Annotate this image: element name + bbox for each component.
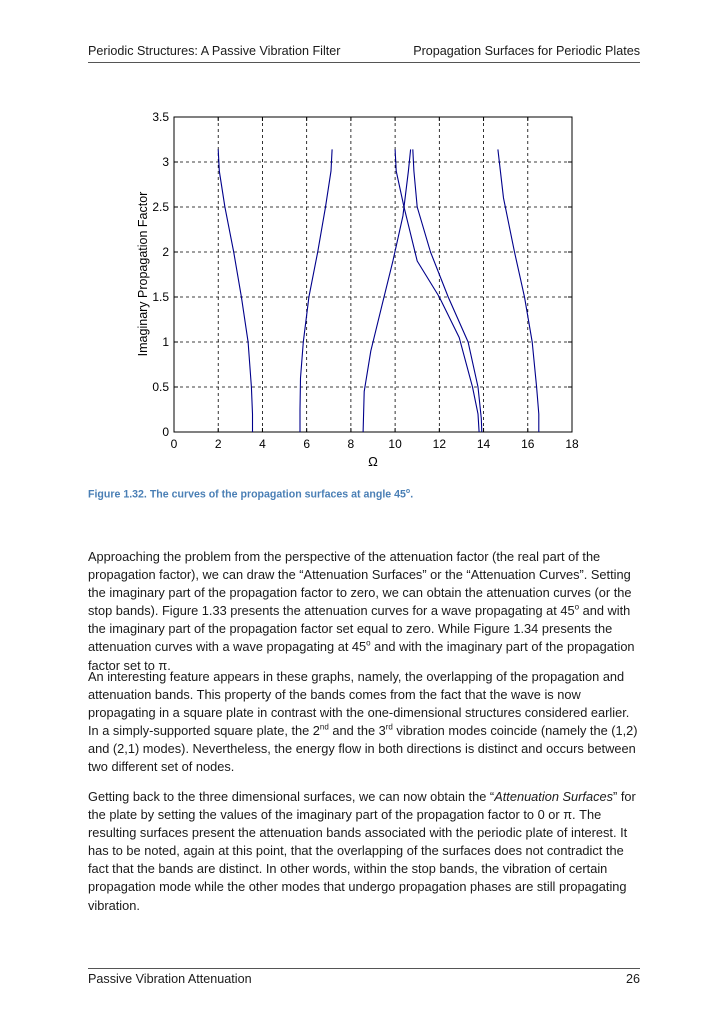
paragraph-3 [88, 788, 642, 915]
plot-frame [174, 117, 572, 432]
p1-text-b: and with the imaginary part of the propagation factor set equal to zero. While Figure 1.34 presents the attenuation curves with a wave propagating at 45 [88, 603, 631, 655]
x-tick-label: 14 [476, 437, 491, 451]
propagation-chart [88, 100, 640, 480]
y-tick-labels [152, 110, 169, 439]
x-tick-label: 16 [521, 437, 535, 451]
y-tick-label: 1 [162, 335, 169, 349]
x-tick-label: 10 [388, 437, 402, 451]
p2-text-c: vibration modes coincide (namely the (1,2) and (2,1) modes). Nevertheless, the energy flow in both directions is distinct and occurs between two different set of nodes. [88, 723, 638, 775]
y-tick-label: 2.5 [152, 200, 169, 214]
grid-lines [174, 117, 572, 432]
p3-emphasis: Attenuation Surfaces [494, 789, 613, 804]
page-header [88, 44, 640, 62]
p1-text-a: Approaching the problem from the perspective of the attenuation factor (the real part of the propagation factor), we can draw the “Attenuation Surfaces” or the “Attenuation Curves”. Setting the imaginary part of the propagation factor to zero, we can obtain the attenuation curves (or the stop bands). Figure 1.33 presents the attenuation curves for a wave propagating at 45 [88, 549, 632, 619]
x-tick-label: 8 [347, 437, 355, 451]
p1-degree-2: o [366, 639, 371, 649]
curve-6 [498, 149, 539, 432]
curve-4 [395, 149, 479, 432]
footer-rule [88, 968, 640, 969]
x-tick-label: 18 [565, 437, 579, 451]
curve-5 [413, 149, 482, 432]
x-tick-label: 2 [214, 437, 222, 451]
curves [218, 149, 539, 432]
p2-text-a: An interesting feature appears in these graphs, namely, the overlapping of the propagation and attenuation bands. This property of the bands comes from the fact that the wave is now propagating in a square plate in contrast with the one-dimensional structures considered earlier. In a simply-supported square plate, the 2 [88, 669, 630, 739]
p3-text-a: Getting back to the three dimensional surfaces, we can now obtain the “ [88, 789, 495, 804]
curve-3 [363, 149, 411, 432]
page-footer [88, 972, 640, 990]
curve-1 [218, 149, 252, 432]
axis-ticks [174, 117, 572, 432]
x-axis-label: Ω [368, 454, 378, 469]
paragraph-2 [88, 668, 642, 777]
x-tick-label: 4 [259, 437, 266, 451]
y-tick-label: 3.5 [152, 110, 169, 124]
p2-ordinal-2: rd [385, 723, 393, 733]
y-tick-label: 2 [162, 245, 169, 259]
p2-text-b: and the 3 [328, 723, 386, 739]
p3-text-b: ” for the plate by setting the values of the imaginary part of the propagation factor to 0 or π. The resulting surfaces present the attenuation bands associated with the periodic plate of interest. It has to be noted, again at this point, that the overlapping of the surfaces does not contradict the fact that the bands are distinct. In other words, within the stop bands, the vibration of certain propagation mode while the other modes that undergo propagation phases are still propagating vibration. [88, 789, 636, 913]
figure-caption [88, 488, 640, 501]
x-tick-label: 12 [432, 437, 447, 451]
p2-ordinal-1: nd [319, 723, 329, 733]
y-axis-label: Imaginary Propagation Factor [136, 191, 150, 357]
header-rule [88, 62, 640, 63]
y-tick-label: 1.5 [152, 290, 169, 304]
x-tick-label: 0 [170, 437, 178, 451]
p1-degree-1: o [574, 603, 580, 613]
x-tick-label: 6 [303, 437, 311, 451]
curve-2 [300, 149, 332, 432]
caption-text: Figure 1.32. The curves of the propagation surfaces at angle 45 [88, 488, 406, 501]
y-tick-label: 3 [162, 155, 169, 169]
y-tick-label: 0.5 [152, 380, 169, 394]
page-number: 26 [625, 972, 640, 986]
p1-text-c: and with the imaginary part of the propagation factor set to π. [88, 639, 635, 673]
footer-title: Passive Vibration Attenuation [88, 972, 252, 986]
caption-degree: o [405, 488, 411, 495]
x-tick-labels [171, 437, 579, 451]
header-title-right: Propagation Surfaces for Periodic Plates [413, 44, 640, 58]
figure-propagation-curves [88, 100, 640, 480]
caption-end: . [410, 488, 414, 501]
paragraph-1 [88, 548, 642, 675]
header-title-left: Periodic Structures: A Passive Vibration Filter [88, 44, 341, 58]
y-tick-label: 0 [162, 425, 169, 439]
